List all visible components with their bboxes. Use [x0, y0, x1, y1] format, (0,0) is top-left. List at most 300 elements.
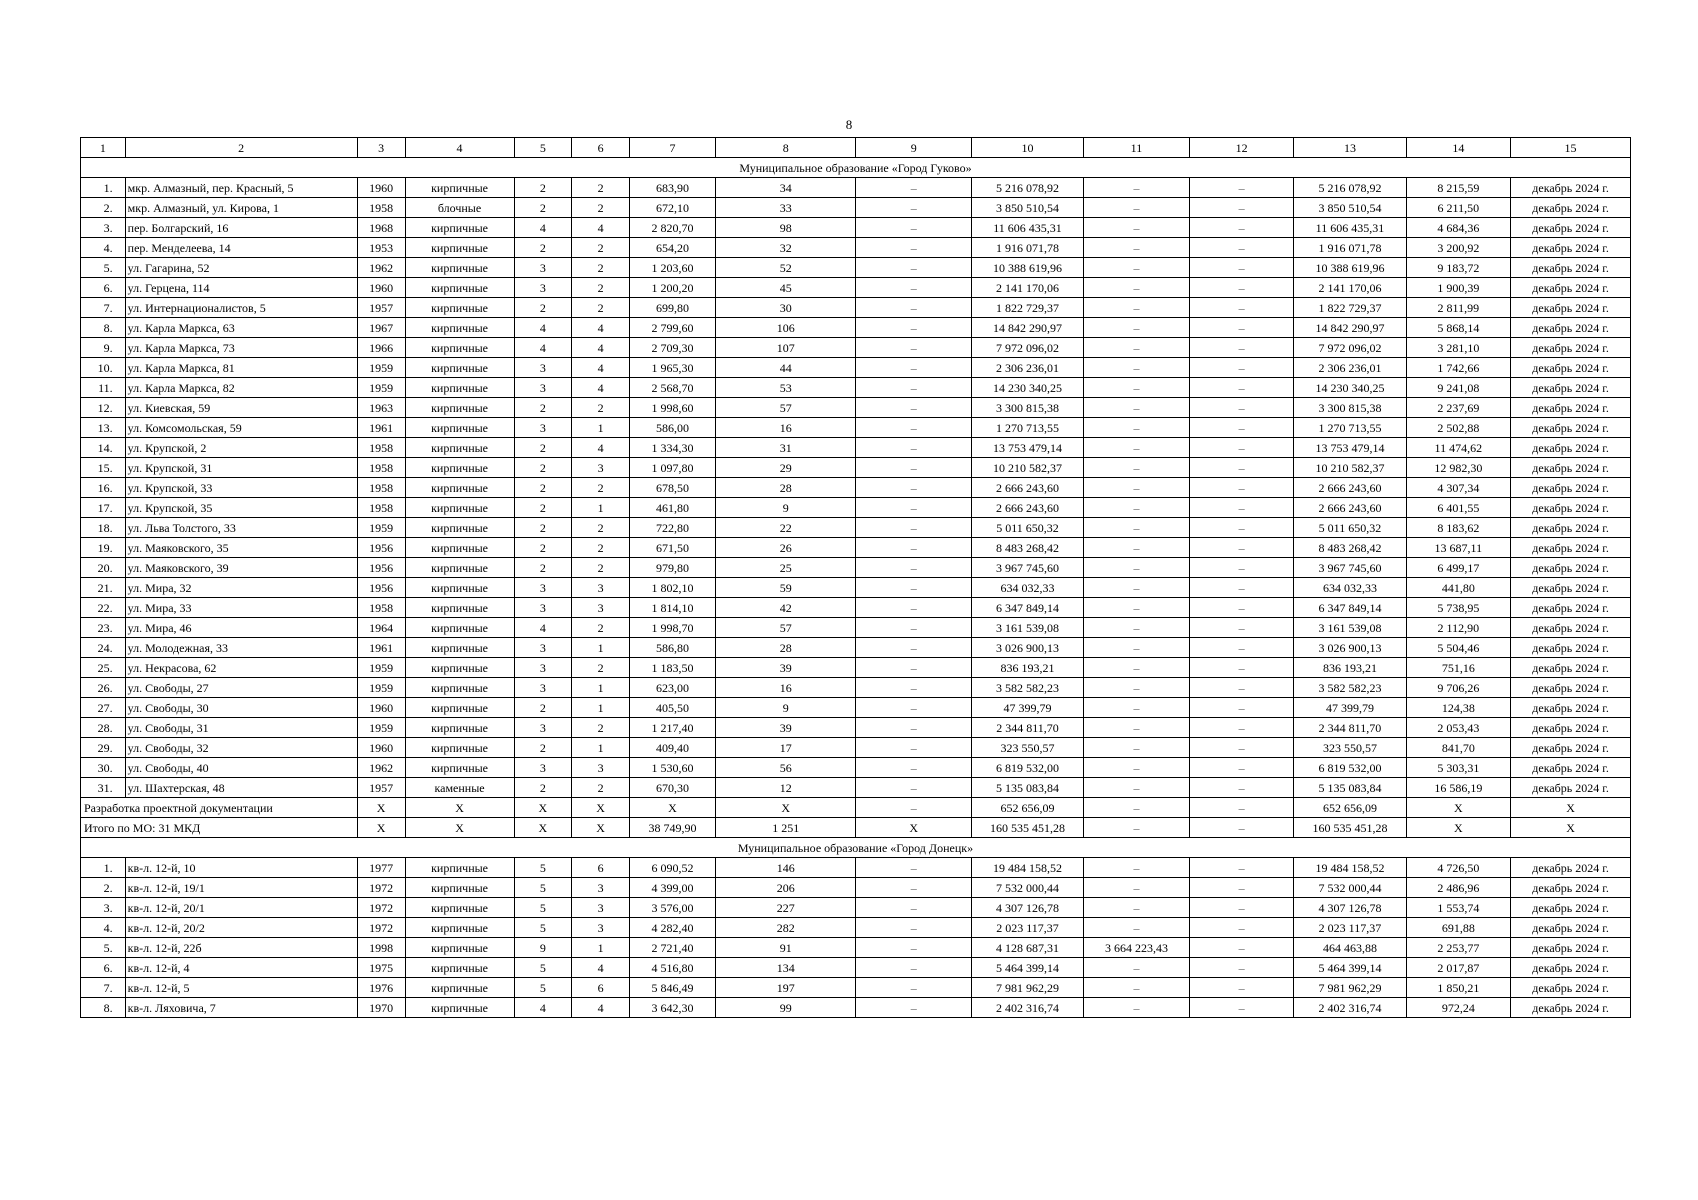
table-cell: –: [856, 778, 971, 798]
table-cell: –: [856, 878, 971, 898]
table-cell: ул. Крупской, 2: [125, 438, 357, 458]
table-cell: 28.: [81, 718, 126, 738]
table-cell: 4: [514, 338, 572, 358]
table-cell: 1 217,40: [629, 718, 715, 738]
table-cell: 1: [572, 498, 630, 518]
table-cell: 9 706,26: [1406, 678, 1511, 698]
table-row: [81, 658, 1631, 678]
summary-cell: 652 656,09: [1294, 798, 1406, 818]
table-row: [81, 958, 1631, 978]
table-cell: 10.: [81, 358, 126, 378]
table-cell: 1958: [357, 478, 405, 498]
table-cell: –: [1189, 758, 1294, 778]
table-cell: 3 161 539,08: [1294, 618, 1406, 638]
table-cell: 2: [514, 698, 572, 718]
table-row: [81, 518, 1631, 538]
table-cell: 33: [715, 198, 856, 218]
table-cell: 28: [715, 478, 856, 498]
table-cell: –: [1084, 878, 1190, 898]
table-cell: 2: [572, 278, 630, 298]
table-cell: –: [1189, 418, 1294, 438]
column-number: 6: [572, 138, 630, 158]
table-cell: 671,50: [629, 538, 715, 558]
table-cell: декабрь 2024 г.: [1511, 338, 1631, 358]
table-cell: 4 399,00: [629, 878, 715, 898]
table-cell: 17.: [81, 498, 126, 518]
table-cell: –: [1189, 578, 1294, 598]
table-cell: –: [1189, 998, 1294, 1018]
table-cell: 3 582 582,23: [1294, 678, 1406, 698]
table-cell: 4: [514, 318, 572, 338]
table-cell: 8.: [81, 318, 126, 338]
table-cell: кирпичные: [405, 398, 514, 418]
table-cell: 1 530,60: [629, 758, 715, 778]
table-cell: декабрь 2024 г.: [1511, 598, 1631, 618]
table-cell: 2: [514, 558, 572, 578]
table-cell: –: [1084, 558, 1190, 578]
table-cell: 5.: [81, 938, 126, 958]
table-cell: 16 586,19: [1406, 778, 1511, 798]
table-cell: 1963: [357, 398, 405, 418]
table-row: [81, 418, 1631, 438]
table-cell: 2 721,40: [629, 938, 715, 958]
summary-cell: –: [1189, 798, 1294, 818]
column-number: 14: [1406, 138, 1511, 158]
table-cell: 1968: [357, 218, 405, 238]
table-cell: кирпичные: [405, 758, 514, 778]
table-cell: декабрь 2024 г.: [1511, 418, 1631, 438]
table-cell: 972,24: [1406, 998, 1511, 1018]
table-cell: 1972: [357, 898, 405, 918]
table-cell: 1958: [357, 598, 405, 618]
table-cell: 30: [715, 298, 856, 318]
table-cell: 8.: [81, 998, 126, 1018]
summary-cell: X: [629, 798, 715, 818]
table-cell: 1959: [357, 378, 405, 398]
table-cell: –: [1084, 458, 1190, 478]
table-cell: 2 237,69: [1406, 398, 1511, 418]
table-cell: 1960: [357, 698, 405, 718]
table-cell: декабрь 2024 г.: [1511, 558, 1631, 578]
table-cell: 45: [715, 278, 856, 298]
summary-cell: 160 535 451,28: [971, 818, 1083, 838]
table-cell: 2: [572, 198, 630, 218]
table-cell: кирпичные: [405, 638, 514, 658]
table-cell: 3: [514, 258, 572, 278]
table-cell: 53: [715, 378, 856, 398]
column-number: 5: [514, 138, 572, 158]
table-cell: –: [1084, 678, 1190, 698]
table-cell: –: [856, 178, 971, 198]
table-cell: декабрь 2024 г.: [1511, 738, 1631, 758]
table-cell: декабрь 2024 г.: [1511, 638, 1631, 658]
table-cell: –: [856, 478, 971, 498]
table-cell: 107: [715, 338, 856, 358]
table-cell: 5 846,49: [629, 978, 715, 998]
table-cell: ул. Молодежная, 33: [125, 638, 357, 658]
table-cell: 6 347 849,14: [971, 598, 1083, 618]
table-cell: –: [1084, 398, 1190, 418]
table-cell: кирпичные: [405, 738, 514, 758]
table-cell: 47 399,79: [971, 698, 1083, 718]
table-cell: 16.: [81, 478, 126, 498]
column-number: 10: [971, 138, 1083, 158]
table-cell: 3: [514, 638, 572, 658]
table-row: [81, 598, 1631, 618]
table-cell: –: [1084, 618, 1190, 638]
table-cell: декабрь 2024 г.: [1511, 698, 1631, 718]
table-cell: –: [1189, 678, 1294, 698]
table-cell: 2: [572, 778, 630, 798]
summary-cell: X: [715, 798, 856, 818]
table-cell: декабрь 2024 г.: [1511, 778, 1631, 798]
table-cell: 2: [514, 518, 572, 538]
table-cell: декабрь 2024 г.: [1511, 518, 1631, 538]
table-cell: 1 850,21: [1406, 978, 1511, 998]
table-cell: 7 972 096,02: [971, 338, 1083, 358]
column-number: 8: [715, 138, 856, 158]
table-cell: 1960: [357, 278, 405, 298]
table-cell: 1 334,30: [629, 438, 715, 458]
table-cell: 2: [514, 238, 572, 258]
table-cell: 4.: [81, 918, 126, 938]
table-cell: 1957: [357, 778, 405, 798]
table-cell: –: [856, 918, 971, 938]
table-cell: –: [1189, 538, 1294, 558]
table-cell: 3: [572, 898, 630, 918]
table-cell: декабрь 2024 г.: [1511, 378, 1631, 398]
table-row: [81, 538, 1631, 558]
table-cell: 3 642,30: [629, 998, 715, 1018]
table-cell: –: [1084, 438, 1190, 458]
table-cell: –: [1084, 998, 1190, 1018]
table-cell: 1962: [357, 758, 405, 778]
table-row: [81, 358, 1631, 378]
table-cell: 4 307,34: [1406, 478, 1511, 498]
table-cell: –: [1084, 538, 1190, 558]
table-cell: –: [1189, 498, 1294, 518]
table-cell: 2: [514, 198, 572, 218]
table-cell: ул. Интернационалистов, 5: [125, 298, 357, 318]
table-cell: –: [1084, 858, 1190, 878]
table-row: [81, 938, 1631, 958]
table-cell: 8 483 268,42: [971, 538, 1083, 558]
table-cell: –: [1084, 378, 1190, 398]
table-cell: декабрь 2024 г.: [1511, 318, 1631, 338]
table-cell: 2: [514, 458, 572, 478]
table-cell: 57: [715, 618, 856, 638]
page-number: 8: [845, 117, 853, 132]
table-cell: кирпичные: [405, 478, 514, 498]
table-cell: –: [856, 938, 971, 958]
table-cell: 197: [715, 978, 856, 998]
table-cell: 206: [715, 878, 856, 898]
table-cell: 5 464 399,14: [1294, 958, 1406, 978]
table-cell: 841,70: [1406, 738, 1511, 758]
table-cell: кирпичные: [405, 578, 514, 598]
table-cell: 99: [715, 998, 856, 1018]
table-cell: 7 981 962,29: [971, 978, 1083, 998]
table-cell: кирпичные: [405, 898, 514, 918]
table-cell: ул. Мира, 46: [125, 618, 357, 638]
column-number: 9: [856, 138, 971, 158]
table-cell: –: [856, 658, 971, 678]
table-cell: ул. Герцена, 114: [125, 278, 357, 298]
table-cell: 14 842 290,97: [971, 318, 1083, 338]
table-cell: 1958: [357, 498, 405, 518]
table-cell: декабрь 2024 г.: [1511, 458, 1631, 478]
table-cell: 4 516,80: [629, 958, 715, 978]
table-cell: 2 666 243,60: [1294, 478, 1406, 498]
table-cell: –: [856, 198, 971, 218]
table-cell: 836 193,21: [1294, 658, 1406, 678]
summary-cell: 160 535 451,28: [1294, 818, 1406, 838]
table-cell: кирпичные: [405, 718, 514, 738]
table-cell: 3: [572, 878, 630, 898]
table-cell: ул. Шахтерская, 48: [125, 778, 357, 798]
table-row: [81, 678, 1631, 698]
table-cell: декабрь 2024 г.: [1511, 658, 1631, 678]
table-cell: –: [1189, 598, 1294, 618]
table-cell: кв-л. 12-й, 4: [125, 958, 357, 978]
table-cell: 836 193,21: [971, 658, 1083, 678]
table-cell: 1958: [357, 438, 405, 458]
table-cell: 2: [572, 258, 630, 278]
table-cell: 1956: [357, 538, 405, 558]
table-cell: 3 300 815,38: [971, 398, 1083, 418]
column-number: 11: [1084, 138, 1190, 158]
table-cell: 3: [514, 658, 572, 678]
table-cell: 1960: [357, 178, 405, 198]
table-cell: 13 687,11: [1406, 538, 1511, 558]
table-cell: 586,80: [629, 638, 715, 658]
table-cell: 5 135 083,84: [1294, 778, 1406, 798]
table-cell: 4: [514, 998, 572, 1018]
table-cell: –: [1189, 458, 1294, 478]
table-cell: –: [1189, 478, 1294, 498]
column-number: 15: [1511, 138, 1631, 158]
table-cell: 5 868,14: [1406, 318, 1511, 338]
table-cell: 3: [514, 418, 572, 438]
table-cell: 146: [715, 858, 856, 878]
table-cell: 1970: [357, 998, 405, 1018]
table-row: [81, 398, 1631, 418]
table-cell: 14 230 340,25: [971, 378, 1083, 398]
table-cell: 2: [514, 178, 572, 198]
table-cell: –: [1084, 478, 1190, 498]
table-cell: 409,40: [629, 738, 715, 758]
column-number: 12: [1189, 138, 1294, 158]
table-cell: 3: [514, 578, 572, 598]
table-cell: –: [1189, 778, 1294, 798]
table-cell: –: [1084, 178, 1190, 198]
table-cell: 3 300 815,38: [1294, 398, 1406, 418]
table-cell: 979,80: [629, 558, 715, 578]
table-cell: 1961: [357, 418, 405, 438]
table-row: [81, 638, 1631, 658]
table-cell: 12.: [81, 398, 126, 418]
table-cell: 11 474,62: [1406, 438, 1511, 458]
summary-cell: 652 656,09: [971, 798, 1083, 818]
table-cell: 2: [514, 738, 572, 758]
table-cell: 1958: [357, 458, 405, 478]
table-cell: 4: [572, 338, 630, 358]
table-cell: –: [856, 278, 971, 298]
table-cell: –: [1084, 358, 1190, 378]
table-cell: декабрь 2024 г.: [1511, 198, 1631, 218]
table-cell: 25.: [81, 658, 126, 678]
table-cell: ул. Карла Маркса, 73: [125, 338, 357, 358]
table-cell: кв-л. 12-й, 20/2: [125, 918, 357, 938]
table-cell: 3 664 223,43: [1084, 938, 1190, 958]
table-cell: –: [856, 358, 971, 378]
table-cell: 2 666 243,60: [971, 478, 1083, 498]
table-cell: 57: [715, 398, 856, 418]
table-cell: 678,50: [629, 478, 715, 498]
table-cell: 2: [514, 538, 572, 558]
table-cell: 1: [572, 738, 630, 758]
table-cell: –: [1084, 718, 1190, 738]
table-cell: –: [1084, 898, 1190, 918]
table-cell: –: [856, 958, 971, 978]
table-cell: –: [1189, 218, 1294, 238]
table-cell: 3 967 745,60: [1294, 558, 1406, 578]
table-cell: 2.: [81, 198, 126, 218]
table-cell: 2: [514, 398, 572, 418]
table-cell: 2: [514, 498, 572, 518]
table-cell: декабрь 2024 г.: [1511, 998, 1631, 1018]
table-cell: 44: [715, 358, 856, 378]
table-cell: 2: [572, 298, 630, 318]
table-cell: 1 916 071,78: [1294, 238, 1406, 258]
summary-cell: X: [357, 798, 405, 818]
table-cell: 18.: [81, 518, 126, 538]
table-cell: 3 576,00: [629, 898, 715, 918]
table-cell: –: [1189, 858, 1294, 878]
table-cell: 1957: [357, 298, 405, 318]
summary-cell: X: [1406, 798, 1511, 818]
table-cell: 672,10: [629, 198, 715, 218]
table-cell: –: [856, 638, 971, 658]
table-cell: 1962: [357, 258, 405, 278]
table-cell: 2: [514, 478, 572, 498]
table-cell: 3 850 510,54: [1294, 198, 1406, 218]
table-cell: –: [1084, 318, 1190, 338]
summary-cell: X: [856, 818, 971, 838]
summary-cell: X: [1511, 818, 1631, 838]
table-cell: 1 183,50: [629, 658, 715, 678]
table-cell: 2 568,70: [629, 378, 715, 398]
table-cell: 1 998,70: [629, 618, 715, 638]
table-cell: –: [856, 758, 971, 778]
table-cell: –: [1084, 638, 1190, 658]
table-cell: 699,80: [629, 298, 715, 318]
table-cell: декабрь 2024 г.: [1511, 958, 1631, 978]
table-row: [81, 998, 1631, 1018]
table-cell: 1 742,66: [1406, 358, 1511, 378]
table-cell: ул. Крупской, 35: [125, 498, 357, 518]
table-cell: 19 484 158,52: [971, 858, 1083, 878]
table-cell: 11 606 435,31: [971, 218, 1083, 238]
table-cell: –: [856, 558, 971, 578]
table-cell: –: [856, 258, 971, 278]
table-cell: 9 183,72: [1406, 258, 1511, 278]
table-cell: 4: [572, 378, 630, 398]
table-cell: 9: [514, 938, 572, 958]
table-cell: декабрь 2024 г.: [1511, 678, 1631, 698]
table-cell: 3: [514, 678, 572, 698]
summary-cell: X: [1511, 798, 1631, 818]
table-cell: ул. Свободы, 32: [125, 738, 357, 758]
table-cell: 5.: [81, 258, 126, 278]
column-number: 3: [357, 138, 405, 158]
table-cell: 1959: [357, 658, 405, 678]
table-cell: 9: [715, 698, 856, 718]
table-cell: 1976: [357, 978, 405, 998]
table-cell: –: [1084, 258, 1190, 278]
table-cell: ул. Мира, 33: [125, 598, 357, 618]
table-cell: –: [1189, 878, 1294, 898]
table-cell: –: [1189, 718, 1294, 738]
table-cell: декабрь 2024 г.: [1511, 898, 1631, 918]
table-cell: 1.: [81, 858, 126, 878]
table-row: [81, 878, 1631, 898]
table-cell: –: [856, 898, 971, 918]
table-cell: декабрь 2024 г.: [1511, 278, 1631, 298]
table-cell: 4.: [81, 238, 126, 258]
table-cell: 683,90: [629, 178, 715, 198]
table-cell: –: [856, 218, 971, 238]
table-cell: 1959: [357, 678, 405, 698]
table-cell: 1 965,30: [629, 358, 715, 378]
table-cell: 6 090,52: [629, 858, 715, 878]
table-cell: ул. Свободы, 30: [125, 698, 357, 718]
table-cell: –: [1189, 938, 1294, 958]
table-row: [81, 178, 1631, 198]
table-cell: 5 216 078,92: [1294, 178, 1406, 198]
table-cell: –: [856, 718, 971, 738]
table-cell: 9.: [81, 338, 126, 358]
table-cell: 282: [715, 918, 856, 938]
table-cell: 7 972 096,02: [1294, 338, 1406, 358]
table-cell: декабрь 2024 г.: [1511, 858, 1631, 878]
table-cell: –: [856, 418, 971, 438]
table-cell: 11 606 435,31: [1294, 218, 1406, 238]
table-cell: –: [1189, 338, 1294, 358]
table-cell: кирпичные: [405, 558, 514, 578]
table-cell: ул. Некрасова, 62: [125, 658, 357, 678]
table-cell: кирпичные: [405, 918, 514, 938]
table-cell: 4 726,50: [1406, 858, 1511, 878]
table-cell: 25: [715, 558, 856, 578]
table-cell: –: [1189, 958, 1294, 978]
table-cell: 1: [572, 938, 630, 958]
section-header-row: [81, 158, 1631, 178]
section-header-row: [81, 838, 1631, 858]
table-cell: 1 553,74: [1406, 898, 1511, 918]
table-cell: –: [1084, 298, 1190, 318]
table-cell: 5: [514, 978, 572, 998]
table-cell: кирпичные: [405, 258, 514, 278]
table-cell: кирпичные: [405, 458, 514, 478]
table-cell: пер. Болгарский, 16: [125, 218, 357, 238]
table-cell: 39: [715, 718, 856, 738]
table-cell: –: [1189, 918, 1294, 938]
table-cell: 1: [572, 418, 630, 438]
table-cell: 2 141 170,06: [971, 278, 1083, 298]
table-cell: 2: [572, 478, 630, 498]
table-cell: 7 981 962,29: [1294, 978, 1406, 998]
